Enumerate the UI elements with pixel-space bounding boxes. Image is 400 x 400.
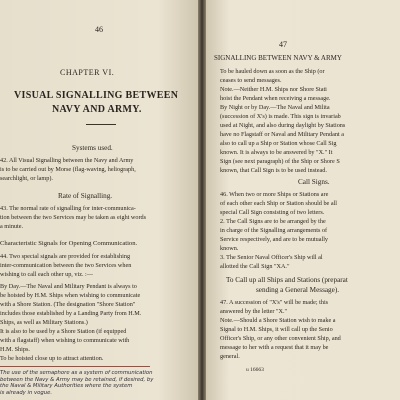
- text-line: known.: [220, 245, 239, 252]
- page-number: 46: [95, 25, 103, 34]
- handwritten-line: is already in vogue.: [0, 389, 53, 396]
- text-line: in charge of the Signalling arrangements of: [220, 227, 328, 234]
- text-line: Ships, as well as Military Stations.): [0, 319, 88, 326]
- text-line: Signal to H.M. Ships, it will call up the Senio: [220, 326, 333, 333]
- text-line: with a flagstaff) when wishing to communicate with: [0, 337, 130, 344]
- text-line: with a Shore Station. (The designation "Shore Station": [0, 301, 136, 308]
- text-line: It is also to be used by a Shore Station (if equipped: [0, 328, 127, 335]
- text-line: answered by the letter "X.": [220, 308, 288, 315]
- text-line: special Call Sign consisting of two letters.: [220, 209, 325, 216]
- section-heading-call-all: To Call up all Ships and Stations (preparat: [226, 276, 348, 284]
- text-line: general.: [220, 353, 240, 360]
- ink-underline: [0, 366, 150, 367]
- text-line: To be hauled down as soon as the Ship (or: [220, 68, 325, 75]
- section-heading-rate: Rate of Signalling.: [58, 192, 113, 200]
- text-line: Service respectively, and are to be mutually: [220, 236, 329, 243]
- text-line: (succession of X's) is made. This sign is invariab: [220, 113, 341, 120]
- text-line: be hoisted by H.M. Ships when wishing to communicate: [0, 292, 141, 299]
- chapter-title-line1: VISUAL SIGNALLING BETWEEN: [14, 90, 179, 101]
- text-line: 3. The Senior Naval Officer's Ship will al: [220, 254, 323, 261]
- text-line: is to be carried out by Morse (flag-waving, heliograph,: [0, 166, 136, 173]
- printer-mark: u 16663: [246, 367, 264, 373]
- section-heading-systems: Systems used.: [72, 144, 113, 152]
- text-line: tion between the two Services may be taken as eight words: [0, 214, 147, 221]
- text-line: message to her with a request that it may be: [220, 344, 329, 351]
- text-line: searchlight, or lamp).: [0, 175, 53, 182]
- left-page: [0, 0, 198, 400]
- text-line: H.M. Ships.: [0, 346, 30, 353]
- text-line: ceases to send messages.: [220, 77, 282, 84]
- paragraph-top: [220, 67, 345, 175]
- handwritten-line: between the Navy & Army may be retained, if desired, by: [0, 376, 154, 383]
- text-line: Note.—Should a Shore Station wish to make a: [220, 317, 336, 324]
- text-line: hoist the Pendant when receiving a message.: [220, 95, 331, 102]
- text-line: have no Flagstaff or Naval and Military Pendant a: [220, 131, 344, 138]
- text-line: known. It is always to be answered by "X." It: [220, 149, 333, 156]
- book-gutter: [198, 0, 206, 400]
- text-line: of each other each Ship or Station should be all: [220, 200, 338, 207]
- text-line: By Night or by Day.—The Naval and Milita: [220, 104, 330, 111]
- divider: [86, 124, 116, 125]
- text-line: 46. When two or more Ships or Stations are: [220, 191, 329, 198]
- text-line: 2. The Call Signs are to be arranged by the: [220, 218, 326, 225]
- text-line: inter-communication between the two Services when: [0, 262, 132, 269]
- paragraph-by-day: [0, 282, 141, 363]
- paragraph-43: [0, 204, 146, 231]
- text-line: wishing to call each other up, viz. :—: [0, 271, 93, 278]
- paragraph-47: [220, 298, 341, 361]
- text-line: Sign (see next paragraph) of the Ship or Shore S: [220, 158, 340, 165]
- page-number: 47: [279, 40, 287, 49]
- text-line: a minute.: [0, 223, 24, 230]
- paragraph-42: [0, 156, 136, 183]
- text-line: used at Night, and also during daylight by Stations: [220, 122, 346, 129]
- handwritten-line: the Naval & Military Authorities where the system: [0, 383, 133, 389]
- paragraph-call-signs: [220, 190, 337, 271]
- handwritten-line: The use of the semaphore as a system of communication: [0, 370, 153, 376]
- text-line: 47. A succession of "X's" will be made; this: [220, 299, 329, 306]
- right-page: [206, 0, 400, 400]
- text-line: 43. The normal rate of signalling for inter-communica-: [0, 205, 136, 212]
- section-heading-call-all-2: sending a General Message).: [256, 286, 340, 294]
- text-line: allotted the Call Sign "XA.": [220, 263, 290, 270]
- text-line: Officer's Ship, or any other convenient Ship, and: [220, 335, 341, 342]
- section-heading-call-signs: Call Signs.: [298, 178, 330, 186]
- text-line: also to call up a Ship or Station whose Call Sig: [220, 140, 337, 147]
- text-line: 44. Two special signals are provided for establishing: [0, 253, 131, 260]
- text-line: includes those established by a Landing Party from H.M.: [0, 310, 142, 317]
- text-line: known, that Call Sign is to be used instead.: [220, 167, 327, 174]
- chapter-title-line2: NAVY AND ARMY.: [52, 104, 142, 115]
- text-line: By Day.—The Naval and Military Pendant is always to: [0, 283, 137, 290]
- text-line: Note.—Neither H.M. Ships nor Shore Stati: [220, 86, 327, 93]
- handwritten-note: [0, 370, 153, 396]
- running-head: SIGNALLING BETWEEN NAVY & ARMY: [214, 54, 342, 62]
- text-line: 42. All Visual Signalling between the Navy and Army: [0, 157, 134, 164]
- chapter-heading: CHAPTER VI.: [60, 68, 115, 77]
- text-line: To be hoisted close up to attract attention.: [0, 355, 104, 362]
- section-heading-characteristic: Characteristic Signals for Opening Communication.: [0, 240, 138, 247]
- paragraph-44: [0, 252, 131, 279]
